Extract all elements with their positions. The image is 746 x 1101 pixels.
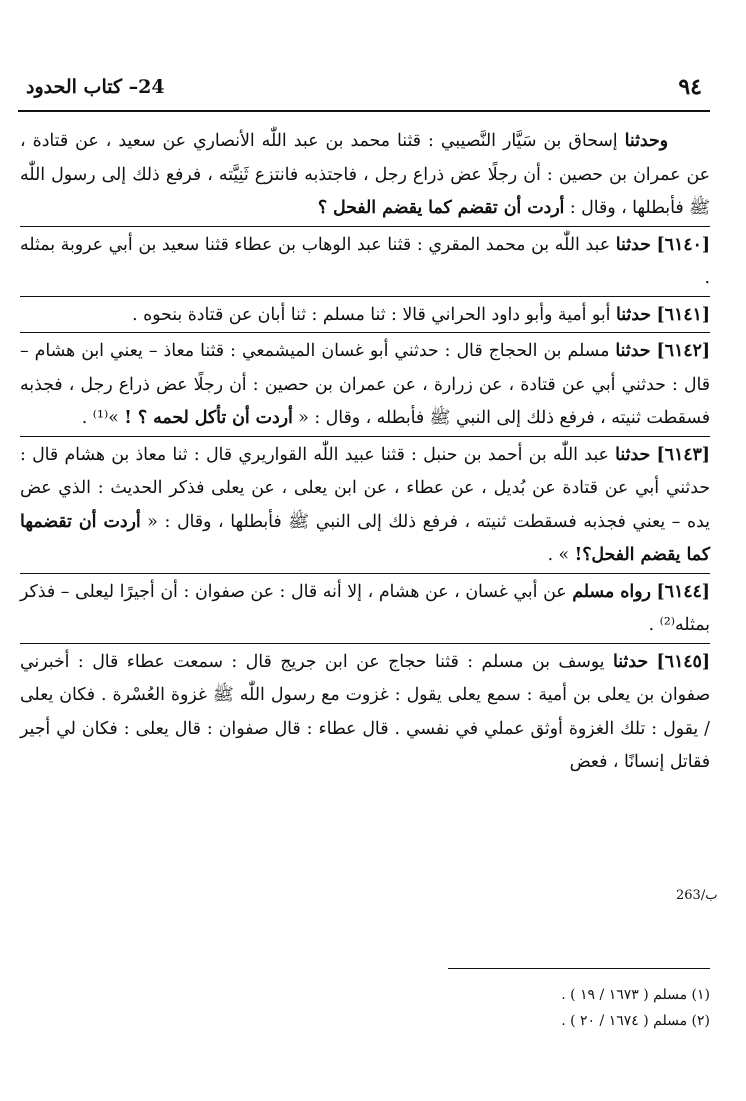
hadith-text: أبو أمية وأبو داود الحراني قالا : ثنا مسلم : ثنا أبان عن قتادة بنحوه . <box>132 304 616 325</box>
hadith-tail: »⁽¹⁾ . <box>81 408 125 428</box>
chapter-title: 24– كتاب الحدود <box>26 76 165 98</box>
hadith-tail: » . <box>547 545 575 565</box>
hadith-paragraph <box>20 226 710 296</box>
hadith-text: إسحاق بن سَيَّار النَّصيبي : قثنا محمد بن عبد اللّٰه الأنصاري عن سعيد ، عن قتادة ، عن عمران بن حصين : أن رجلًا عض ذراع رجل ، فاجتذبه فانتزع ثَنِيَّته ، فرفع ذلك إلى رسول اللّٰه ﷺ فأبطلها ، وقال : <box>20 131 710 218</box>
hadith-number: [٦١٤٠] <box>656 234 710 255</box>
hadith-paragraph <box>20 643 710 780</box>
hadith-lead: حدثنا <box>615 444 651 465</box>
hadith-lead: حدثنا <box>615 304 651 325</box>
main-text <box>20 125 710 780</box>
hadith-lead: وحدثنا <box>624 131 668 151</box>
hadith-paragraph <box>20 125 710 226</box>
hadith-lead: حدثنا <box>615 234 651 255</box>
hadith-number: [٦١٤٢] <box>656 341 710 361</box>
hadith-paragraph <box>20 296 710 333</box>
header-rule <box>18 110 710 112</box>
hadith-lead: حدثنا <box>612 651 648 672</box>
footnotes <box>300 982 710 1034</box>
footnote: (٢) مسلم ( ١٦٧٤ / ٢٠ ) . <box>561 1013 710 1029</box>
footnote-rule <box>448 968 710 969</box>
hadith-number: [٦١٤٤] <box>656 581 710 602</box>
hadith-paragraph <box>20 573 710 643</box>
hadith-number: [٦١٤٣] <box>656 444 710 465</box>
footnote: (١) مسلم ( ١٦٧٣ / ١٩ ) . <box>561 987 710 1003</box>
hadith-lead: حدثنا <box>615 341 651 361</box>
hadith-paragraph <box>20 436 710 573</box>
hadith-quote: أردت أن تقضم كما يقضم الفحل ؟ <box>317 198 565 218</box>
hadith-number: [٦١٤٥] <box>656 651 710 672</box>
manuscript-folio-note: 263/ب <box>676 888 718 903</box>
hadith-quote: أردت أن تقضمها كما يقضم الفحل؟! <box>20 511 710 565</box>
page-header <box>22 72 710 106</box>
hadith-number: [٦١٤١] <box>656 304 710 325</box>
hadith-text: عن أبي غسان ، عن هشام ، إلا أنه قال : عن صفوان : أن أجيرًا ليعلى – فذكر بمثله⁽²⁾ . <box>20 581 710 635</box>
hadith-paragraph <box>20 332 710 436</box>
hadith-text: عبد اللّٰه بن أحمد بن حنبل : قثنا عبيد اللّٰه القواريري قال : ثنا معاذ بن هشام قال : حدثني أبي عن قتادة عن بُديل ، عن عطاء ، عن ابن يعلى ، عن يعلى فذكر الحديث : الذي عض يده – يعني فجذبه فسقطت ثنيته ، فرفع ذلك إلى النبي ﷺ فأبطلها ، وقال : « <box>20 444 710 532</box>
hadith-text: عبد اللّٰه بن محمد المقري : قثنا عبد الوهاب بن عطاء قثنا سعيد بن أبي عروبة بمثله . <box>20 234 710 288</box>
hadith-lead: رواه مسلم <box>572 581 651 602</box>
hadith-quote: أردت أن تأكل لحمه ؟ ! <box>124 408 293 428</box>
hadith-text: مسلم بن الحجاج قال : حدثني أبو غسان الميشمعي : قثنا معاذ – يعني ابن هشام – قال : حدثني أبي عن قتادة ، عن زرارة ، عن عمران بن حصين : أن رجلًا عض ذراع رجل ، فجذبه فسقطت ثنيته ، فرفع ذلك إلى النبي ﷺ فأبطله ، وقال : « <box>20 341 710 428</box>
hadith-text: يوسف بن مسلم : قثنا حجاج عن ابن جريج قال : سمعت عطاء قال : أخبرني صفوان بن يعلى بن أمية : سمع يعلى يقول : غزوت مع رسول اللّٰه ﷺ غزوة العُسْرة . فكان يعلى / يقول : تلك الغزوة أوثق عملي في نفسي . قال عطاء : قال صفوان : قال يعلى : فكان لي أجير فقاتل إنسانًا ، فعض <box>20 651 710 772</box>
page-number: ٩٤ <box>678 74 702 100</box>
